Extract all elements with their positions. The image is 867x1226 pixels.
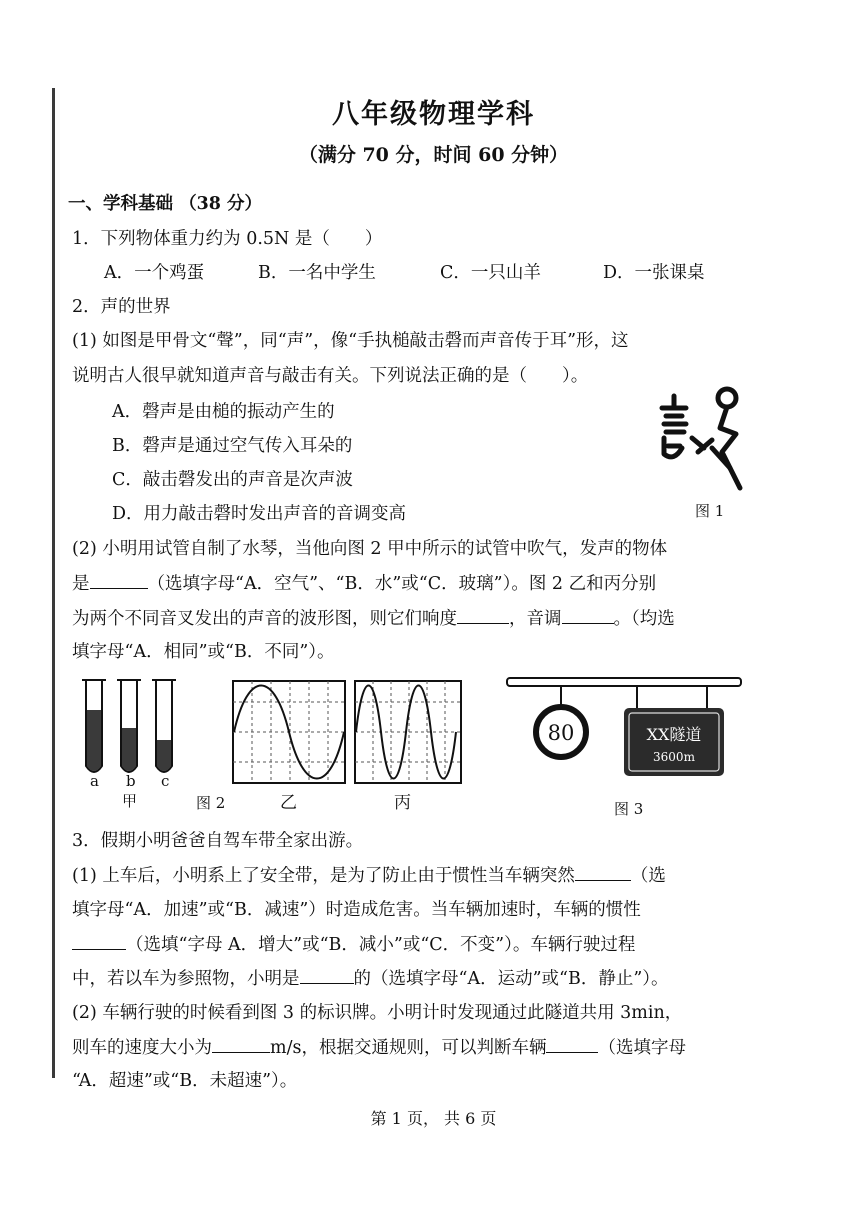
q3-p1-line3-text-b: （选填“字母 A．增大”或“B．减小”或“C．不变”）。车辆行驶过程 [126, 935, 636, 955]
figure2-label-bing: 丙 [394, 793, 411, 813]
answer-blank-reference-frame[interactable] [300, 965, 354, 984]
q2-p2-line4: 填字母“A．相同”或“B．不同”）。 [72, 642, 335, 662]
q1-stem: 1．下列物体重力约为 0.5N 是（ ） [72, 229, 383, 249]
road-sign-figure [505, 672, 745, 800]
answer-blank-accel-decel[interactable] [575, 862, 631, 881]
q2-p2-line2-text-b: （选填字母“A．空气”、“B．水”或“C．玻璃”）。图 2 乙和丙分别 [147, 574, 657, 594]
tunnel-name: XX隧道 [646, 725, 702, 744]
answer-blank-loudness[interactable] [457, 605, 509, 624]
figure2-caption: 图 2 [196, 794, 226, 812]
section-heading: 一、学科基础 （38 分） [68, 194, 263, 214]
q2-p1-option-b: B．磬声是通过空气传入耳朵的 [112, 436, 353, 456]
q3-p1-line4-text-b: 的（选填字母“A．运动”或“B．静止”）。 [353, 969, 669, 989]
q3-p1-line4-text-a: 中，若以车为参照物，小明是 [72, 969, 300, 989]
q3-p1-line1-text-b: （选 [630, 866, 666, 886]
q2-p1-line1: (1) 如图是甲骨文“聲”，同“声”，像“手执槌敲击磬而声音传于耳”形，这 [72, 331, 629, 351]
answer-blank-inertia[interactable] [72, 931, 126, 950]
tunnel-length: 3600m [653, 750, 695, 764]
tube-label-a: a [90, 772, 99, 790]
q3-p2-line2-text-b: m/s，根据交通规则，可以判断车辆 [270, 1038, 547, 1058]
q2-title: 2．声的世界 [72, 297, 171, 317]
q3-p1-line2: 填字母“A．加速”或“B．减速”）时造成危害。当车辆加速时，车辆的惯性 [72, 900, 641, 920]
oracle-bone-glyph-figure [652, 378, 752, 498]
waveform-bing [354, 680, 462, 784]
answer-blank-sound-source[interactable] [90, 570, 148, 589]
q2-p2-line2-text-a: 是 [72, 574, 90, 594]
speed-limit-value: 80 [547, 721, 575, 745]
answer-blank-speeding[interactable] [546, 1034, 598, 1053]
answer-blank-pitch[interactable] [562, 605, 614, 624]
q3-title: 3．假期小明爸爸自驾车带全家出游。 [72, 831, 364, 851]
q3-p1-line3 [72, 931, 635, 958]
tube-label-c: c [161, 772, 170, 790]
figure2-label-jia: 甲 [122, 792, 138, 810]
answer-blank-speed[interactable] [212, 1034, 270, 1053]
q1-option-a: A．一个鸡蛋 [104, 263, 205, 283]
q2-p2-line3-text-a: 为两个不同音叉发出的声音的波形图，则它们响度 [72, 609, 457, 629]
scan-binding-line [52, 88, 55, 1078]
q2-p2-line3-text-b: ，音调 [509, 609, 562, 629]
q2-p2-line1: (2) 小明用试管自制了水琴，当他向图 2 甲中所示的试管中吹气，发声的物体 [72, 539, 668, 559]
q3-p1-line1 [72, 862, 666, 889]
q3-p2-line1: (2) 车辆行驶的时候看到图 3 的标识牌。小明计时发现通过此隧道共用 3min， [72, 1003, 683, 1023]
figure3-caption: 图 3 [614, 800, 644, 818]
page-footer: 第 1 页， 共 6 页 [370, 1109, 497, 1128]
q3-p1-line4 [72, 965, 669, 992]
q3-p2-line2 [72, 1034, 686, 1061]
q1-option-d: D．一张课桌 [603, 263, 705, 283]
figure1-caption: 图 1 [695, 502, 725, 520]
q2-p1-option-a: A．磬声是由槌的振动产生的 [112, 402, 335, 422]
tube-label-b: b [126, 772, 136, 790]
q1-option-c: C．一只山羊 [440, 263, 541, 283]
q3-p2-line2-text-c: （选填字母 [598, 1038, 686, 1058]
q2-p1-option-c: C．敲击磬发出的声音是次声波 [112, 470, 353, 490]
q3-p2-line2-text-a: 则车的速度大小为 [72, 1038, 212, 1058]
page-title: 八年级物理学科 [332, 99, 535, 130]
q2-p2-line3-text-c: 。（均选 [613, 609, 675, 629]
q2-p1-option-d: D．用力敲击磬时发出声音的音调变高 [112, 504, 407, 524]
figure2-label-yi: 乙 [280, 793, 297, 813]
q1-option-b: B．一名中学生 [258, 263, 376, 283]
waveform-yi [232, 680, 346, 784]
q3-p1-line1-text-a: (1) 上车后，小明系上了安全带，是为了防止由于惯性当车辆突然 [72, 866, 575, 886]
q2-p2-line2 [72, 570, 656, 597]
page-subtitle: （满分 70 分，时间 60 分钟） [298, 144, 569, 166]
q2-p1-line2: 说明古人很早就知道声音与敲击有关。下列说法正确的是（ ）。 [72, 366, 589, 386]
q3-p2-line3: “A．超速”或“B．未超速”）。 [72, 1071, 298, 1091]
q2-p2-line3 [72, 605, 675, 632]
